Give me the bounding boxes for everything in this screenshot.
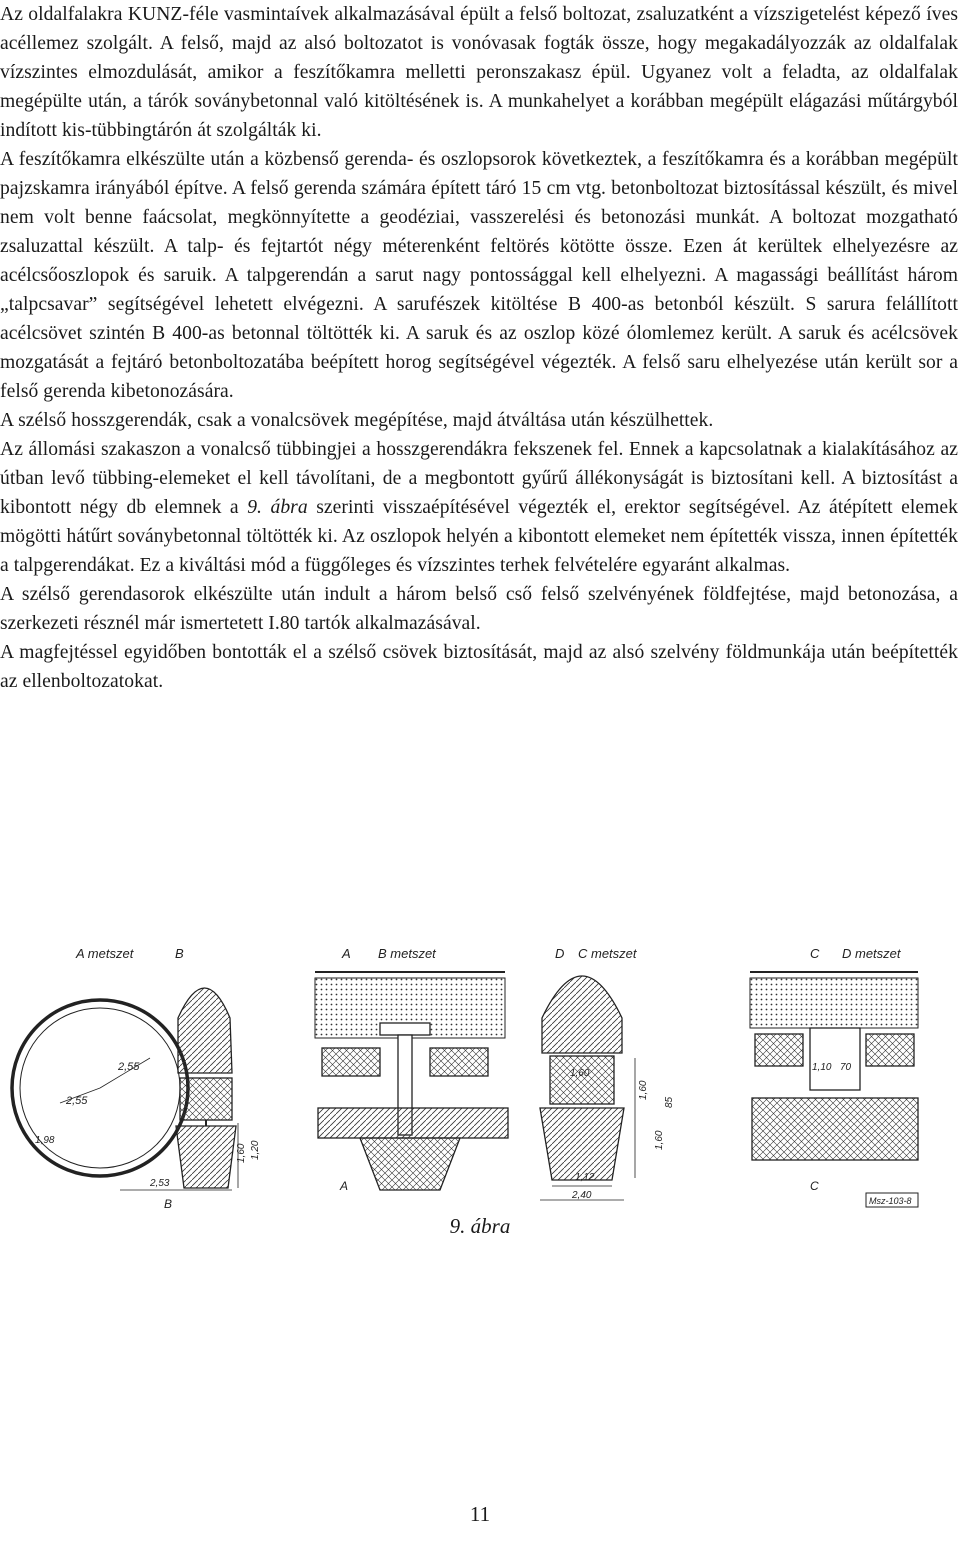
section-a-drawing <box>12 946 261 1211</box>
section-letter: D <box>555 946 565 961</box>
paragraph-text: szerinti visszaépítésével végezték el, erektor segítségével. Az átépített elemek mögötti hátűrt soványbetonnal töltötték ki. Az oszlopok helyén a kibontott elemeket nem építették vissza, innen építették a talpgerendákat. Ez a kiváltási mód a függőleges és vízszintes terhek felvételére egyaránt alkalmas. <box>0 497 958 576</box>
slab <box>318 1108 508 1138</box>
section-b-drawing <box>315 946 508 1193</box>
dimension-label: 1,10 <box>812 1062 832 1073</box>
dimension-label: 2,55 <box>118 1061 140 1073</box>
paragraph: A szélső hosszgerendák, csak a vonalcsövek megépítése, majd átváltása után készülhettek. <box>0 410 714 431</box>
section-letter: C <box>810 946 820 961</box>
dimension-label: 1,12 <box>575 1172 595 1183</box>
top-vault <box>178 988 232 1073</box>
dimension-label: 2,55 <box>66 1095 88 1107</box>
paragraph: A magfejtéssel egyidőben bontották el a szélső csövek biztosítását, majd az alsó szelvény földmunkája után beépítették az ellenboltozatokat. <box>0 642 958 692</box>
section-letter: B <box>164 1197 173 1211</box>
section-letter: A <box>340 1179 349 1193</box>
section-c-drawing <box>540 946 675 1201</box>
dimension-label: 2,40 <box>572 1190 592 1201</box>
section-letter: C <box>810 1179 819 1193</box>
dimension-label: 1,20 <box>250 1140 261 1160</box>
document-body <box>0 0 958 696</box>
foundation <box>540 1108 624 1180</box>
paragraph: Az oldalfalakra KUNZ-féle vasmintaívek alkalmazásával épült a felső boltozat, zsaluzatként a vízszigetelést képező íves acéllemez szolgált. A felső, majd az alsó boltozatot is vonóvasak fogták össze, hogy megakadályozzák az oldalfalak vízszintes elmozdulását, amikor a feszítőkamra melletti peronszakasz épül. Ugyanez volt a feladta, az oldalfalak megépülte után, a tárók soványbetonnal való kitöltésének is. A munkahelyet a korábban megépült elágazási műtárgyból indított kis-tübbingtárón át szolgálták ki. <box>0 4 958 141</box>
paragraph: A feszítőkamra elkészülte után a közbenső gerenda- és oszlopsorok következtek, a feszítőkamra és a korábban megépült pajzskamra irányából építve. A felső gerenda számára épített táró 15 cm vtg. betonboltozat biztosítással készült, és mivel nem volt benne faácsolat, megkönnyítette a geodéziai, vasszerelési és betonozási munkát. A boltozat mozgatható zsaluzattal készült. A talp- és fejtartót négy méterenként feltörés kötötte össze. Ezen át kerültek elhelyezésre az acélcsőoszlopok és saruik. A talpgerendán a sarut nagy pontossággal kell elhelyezni. A magassági beállítást három „talpcsavar” segítségével lehetett elvégezni. A sarufészek kitöltése B 400-as betonból készült. S sarura felállított acélcsövet szintén B 400-as betonnal töltötték ki. A saruk és az oszlop közé ólomlemez került. A saruk és acélcsövek mozgatását a fejtáró betonboltozatába beépített horog segítségével végezték. A felső saru elhelyezése után került sor a felső gerenda kibetonozására. <box>0 149 958 402</box>
beam <box>550 1056 614 1104</box>
column-bay <box>810 1028 860 1090</box>
beam-left <box>322 1048 380 1076</box>
page-number: 11 <box>469 1502 491 1526</box>
dimension-label: 1,60 <box>570 1068 590 1079</box>
dimension-label: 1,60 <box>638 1080 649 1100</box>
engineering-drawing <box>0 928 960 1220</box>
foundation <box>360 1138 460 1190</box>
beam-left <box>755 1034 803 1066</box>
drawing-number: Msz-103-8 <box>869 1196 912 1206</box>
slab <box>752 1098 918 1160</box>
paragraph-text: Az állomási szakaszon a vonalcső tübbingjei a hosszgerendákra fekszenek fel. Ennek a kapcsolatnak a kialakításához az útban levő tübbing-elemeket el kell távolítani, de a megbontott gyűrű állékonyságát is biztosítani kell. A biztosítást a kibontott négy db elemnek a <box>0 439 958 518</box>
section-title: D metszet <box>842 946 901 961</box>
paragraph <box>0 435 958 580</box>
top-vault <box>542 976 622 1053</box>
dimension-label: 1,60 <box>236 1143 247 1163</box>
figure-caption: 9. ábra <box>449 1214 511 1238</box>
beam-right <box>866 1034 914 1066</box>
dimension-label: 70 <box>840 1062 852 1073</box>
foundation <box>176 1126 236 1188</box>
beam <box>180 1078 232 1120</box>
dimension-label: 2,53 <box>150 1178 170 1189</box>
cap <box>380 1023 430 1035</box>
figure-reference: 9. ábra <box>247 497 308 518</box>
section-title: A metszet <box>76 946 134 961</box>
section-d-drawing <box>750 946 918 1207</box>
section-title: B metszet <box>378 946 436 961</box>
soil-layer <box>750 978 918 1028</box>
section-title: C metszet <box>578 946 637 961</box>
dimension-label: 1,60 <box>654 1130 665 1150</box>
section-letter: B <box>175 946 184 961</box>
dimension-label: 1,98 <box>35 1135 55 1146</box>
section-letter: A <box>342 946 351 961</box>
dimension-label: 85 <box>664 1096 675 1108</box>
beam-right <box>430 1048 488 1076</box>
paragraph: A szélső gerendasorok elkészülte után indult a három belső cső felső szelvényének földfejtése, majd betonozása, a szerkezeti résznél már ismertetett I.80 tartók alkalmazásával. <box>0 584 958 634</box>
